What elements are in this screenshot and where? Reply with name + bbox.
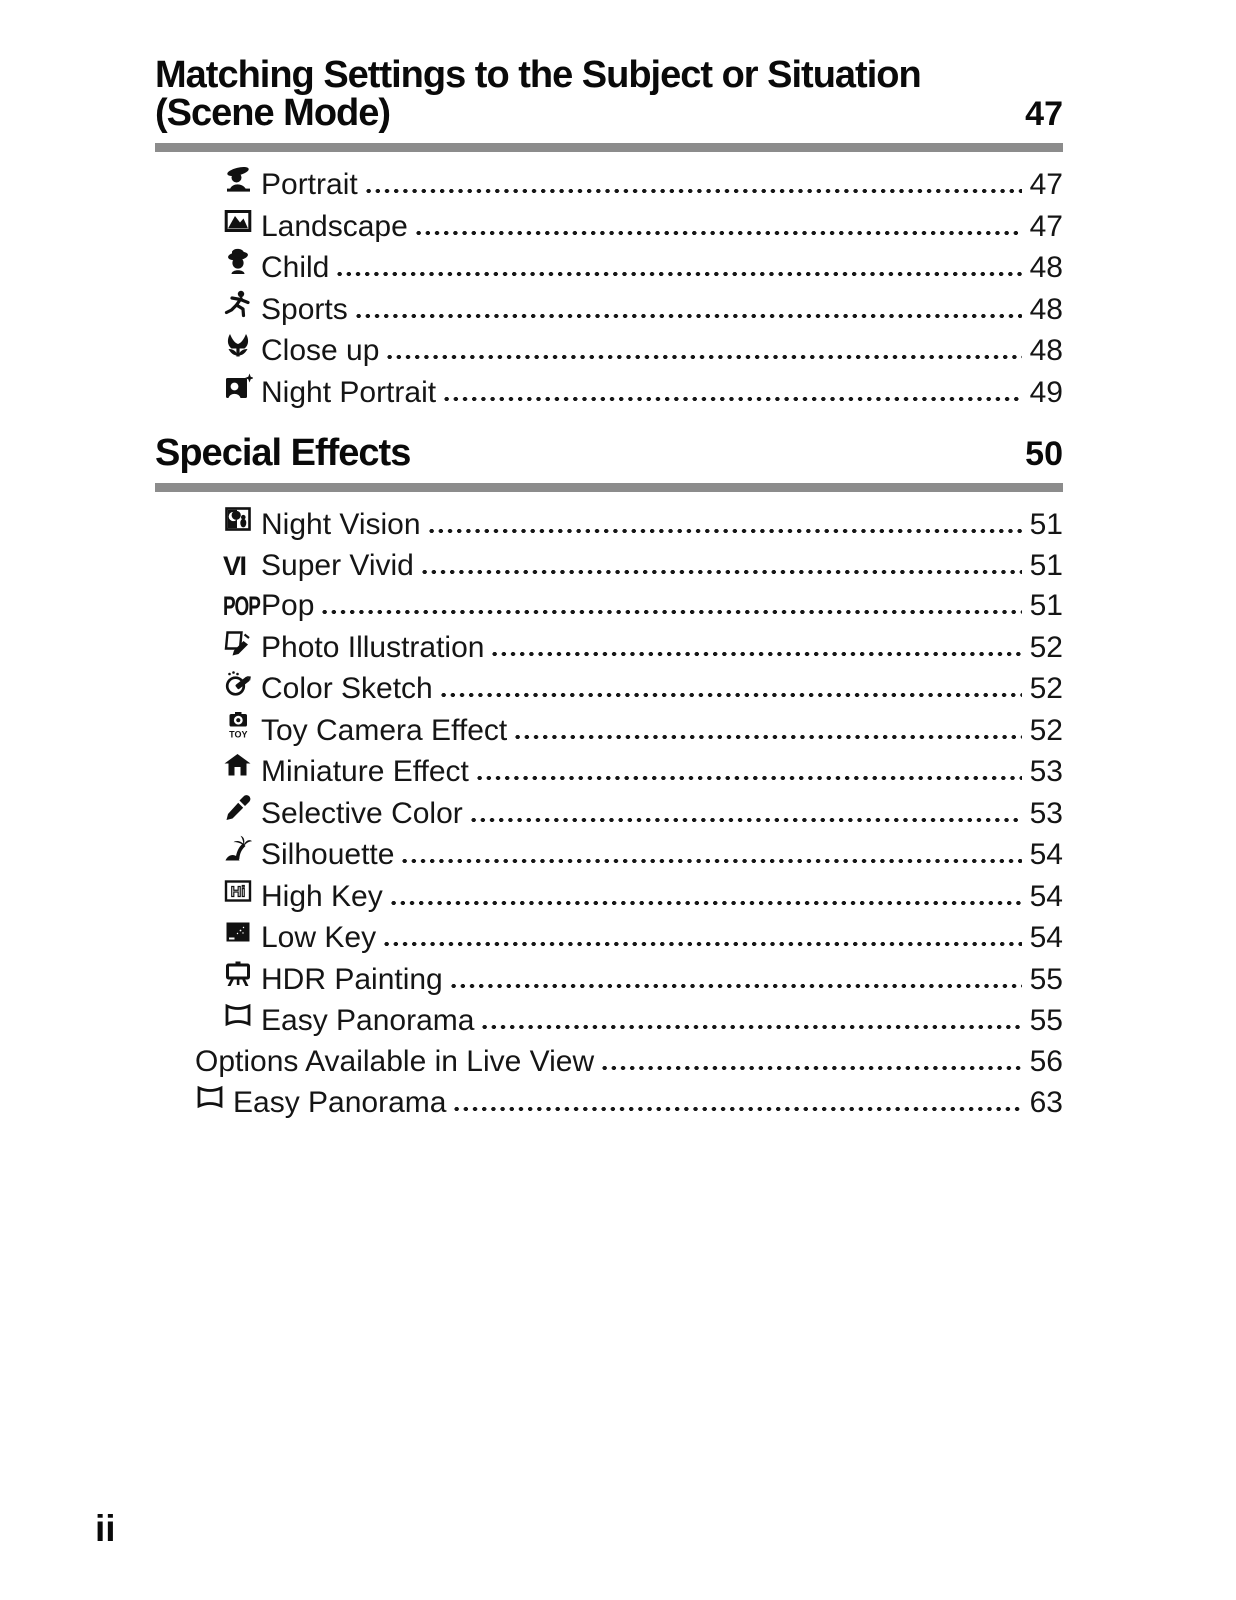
toc-entry-label: Portrait	[261, 168, 358, 201]
toc-entry	[155, 1000, 1063, 1042]
toc-entry-page: 54	[1029, 879, 1063, 913]
dot-leader	[471, 817, 1022, 823]
miniature-icon	[223, 751, 261, 793]
super-vivid-icon: VI	[223, 550, 246, 581]
toc-entry	[155, 876, 1063, 918]
toc-list	[155, 504, 1063, 1124]
toc-entry-page: 52	[1029, 672, 1063, 705]
close-up-icon	[223, 330, 261, 372]
section-title-line: Matching Settings to the Subject or Situation	[155, 54, 921, 96]
toc-entry-label: Landscape	[261, 209, 408, 243]
landscape-icon	[223, 206, 261, 248]
toc-entry	[155, 668, 1063, 710]
toc-entry-page: 51	[1029, 548, 1063, 582]
toc-section	[155, 434, 1063, 1124]
toc-entry	[155, 710, 1063, 752]
toc-entry-page: 47	[1029, 168, 1063, 201]
photo-illustration-icon	[223, 627, 261, 669]
dot-leader	[322, 609, 1021, 615]
toc-entry-label: Night Portrait	[261, 375, 437, 409]
toc-entry	[155, 917, 1063, 959]
toc-entry-label: Easy Panorama	[261, 1004, 475, 1037]
sports-icon	[223, 289, 261, 331]
night-portrait-icon	[223, 372, 261, 414]
toc-entry	[155, 247, 1063, 289]
section-heading	[155, 434, 1063, 472]
easy-panorama-icon	[195, 1082, 233, 1124]
dot-leader	[366, 188, 1022, 194]
dot-leader	[444, 396, 1022, 402]
toc-entry-label: Color Sketch	[261, 672, 433, 705]
toc-entry	[155, 959, 1063, 1001]
section-title-line: Special Effects	[155, 432, 411, 474]
toc-entry	[155, 206, 1063, 248]
page-folio: ii	[95, 1508, 116, 1549]
dot-leader	[602, 1065, 1021, 1071]
dot-leader	[477, 775, 1022, 781]
toc-entry-label: Night Vision	[261, 508, 421, 541]
toc-entry	[155, 289, 1063, 331]
night-vision-icon	[223, 504, 261, 546]
toc-entry-page: 47	[1029, 209, 1063, 243]
low-key-icon	[223, 917, 261, 959]
dot-leader	[416, 230, 1022, 236]
toc-entry	[155, 586, 1063, 627]
toc-entry-label: HDR Painting	[261, 962, 443, 996]
dot-leader	[441, 692, 1022, 698]
toc-entry-page: 51	[1029, 589, 1063, 622]
toc-entry	[155, 372, 1063, 414]
dot-leader	[422, 569, 1022, 575]
dot-leader	[356, 313, 1022, 319]
dot-leader	[337, 271, 1021, 277]
toc-entry-label: Pop	[261, 589, 315, 622]
toc-entry	[155, 330, 1063, 372]
toc-section	[155, 56, 1063, 413]
toc-entry	[155, 834, 1063, 876]
toc-entry-page: 54	[1029, 921, 1063, 954]
silhouette-icon	[223, 834, 261, 876]
section-page-number: 50	[1025, 435, 1063, 473]
easy-panorama-icon	[223, 1000, 261, 1042]
high-key-icon	[223, 876, 261, 918]
toc-entry-label: Child	[261, 251, 330, 284]
dot-leader	[387, 354, 1021, 360]
toc-entry	[155, 504, 1063, 546]
toc-list	[155, 164, 1063, 413]
toc-entry-page: 48	[1029, 251, 1063, 284]
selective-color-icon	[223, 793, 261, 835]
dot-leader	[482, 1024, 1021, 1030]
toc-entry-page: 49	[1029, 375, 1063, 409]
toc-entry-label: Selective Color	[261, 796, 463, 830]
toc-entry-label: Photo Illustration	[261, 630, 485, 664]
toy-camera-icon	[223, 710, 261, 752]
toc-entry-label: Easy Panorama	[233, 1086, 447, 1119]
dot-leader	[451, 983, 1022, 989]
dot-leader	[454, 1106, 1021, 1112]
toc-entry-label: High Key	[261, 879, 383, 913]
toc-entry-label: Sports	[261, 292, 348, 326]
toc-entry-label: Silhouette	[261, 838, 395, 871]
portrait-icon	[223, 164, 261, 206]
section-heading	[155, 56, 1063, 132]
section-title	[155, 56, 921, 132]
section-title-line: (Scene Mode)	[155, 92, 391, 134]
toc-entry	[155, 1042, 1063, 1083]
section-title	[155, 434, 410, 472]
toc-entry	[155, 793, 1063, 835]
toc-entry-label: Low Key	[261, 921, 377, 954]
hdr-painting-icon	[223, 959, 261, 1001]
toc-entry-page: 48	[1029, 334, 1063, 367]
toc-entry-page: 56	[1029, 1044, 1063, 1078]
dot-leader	[492, 651, 1021, 657]
toc-entry	[155, 627, 1063, 669]
color-sketch-icon	[223, 668, 261, 710]
toc-entry-label: Toy Camera Effect	[261, 713, 508, 747]
toc-entry-page: 48	[1029, 292, 1063, 326]
toc-entry-page: 55	[1029, 962, 1063, 996]
toc-entry-page: 54	[1029, 838, 1063, 871]
svg-text:TOY: TOY	[229, 729, 248, 739]
toc-entry-page: 55	[1029, 1004, 1063, 1037]
dot-leader	[391, 900, 1022, 906]
toc-entry-page: 63	[1029, 1086, 1063, 1119]
dot-leader	[384, 941, 1022, 947]
toc-entry	[155, 1082, 1063, 1124]
svg-text:Hi: Hi	[230, 884, 246, 900]
section-rule	[155, 483, 1063, 492]
dot-leader	[515, 734, 1021, 740]
toc-entry-page: 52	[1029, 713, 1063, 747]
dot-leader	[429, 528, 1022, 534]
toc-entry	[155, 546, 1063, 587]
toc-entry	[155, 751, 1063, 793]
section-rule	[155, 143, 1063, 152]
pop-icon: POP	[223, 591, 260, 621]
toc-entry-page: 53	[1029, 796, 1063, 830]
toc-entry-label: Miniature Effect	[261, 755, 469, 788]
toc-entry-page: 51	[1029, 508, 1063, 541]
toc-entry	[155, 164, 1063, 206]
toc-entry-label: Options Available in Live View	[195, 1044, 595, 1078]
toc-entry-page: 53	[1029, 755, 1063, 788]
dot-leader	[402, 858, 1021, 864]
toc-entry-label: Super Vivid	[261, 548, 414, 582]
section-page-number: 47	[1025, 95, 1063, 133]
child-icon	[223, 247, 261, 289]
toc	[155, 0, 1063, 1124]
toc-entry-page: 52	[1029, 630, 1063, 664]
toc-entry-label: Close up	[261, 334, 380, 367]
